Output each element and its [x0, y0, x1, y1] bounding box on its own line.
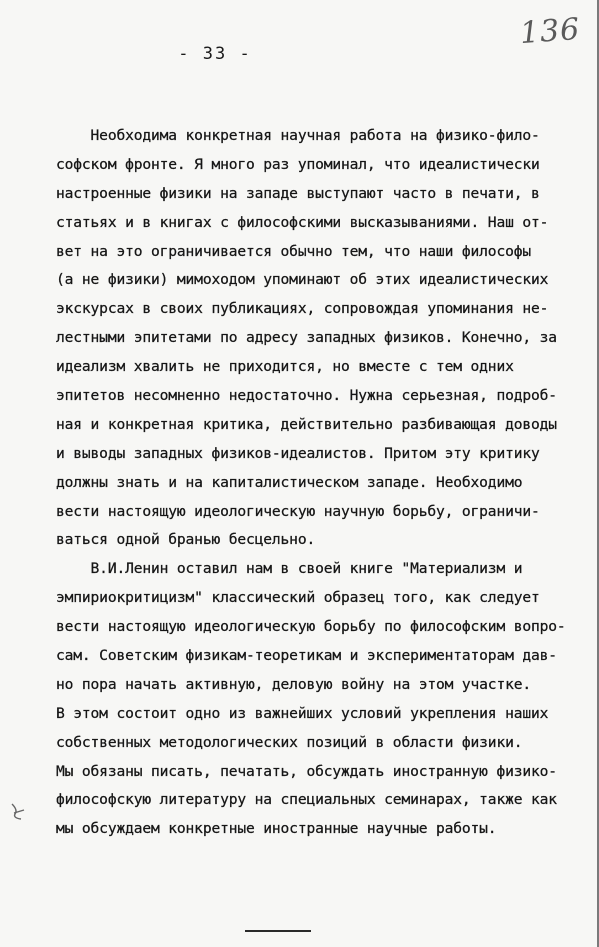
text-line: мы обсуждаем конкретные иностранные научные работы. — [56, 820, 497, 838]
text-line: вести настоящую идеологическую научную борьбу, ограничи- — [56, 502, 540, 520]
text-line: собственных методологических позиций в области физики. — [56, 733, 523, 751]
text-line: должны знать и на капиталистическом западе. Необходимо — [56, 473, 523, 491]
text-line: философскую литературу на специальных семинарах, также как — [56, 791, 557, 809]
text-line: Необходима конкретная научная работа на физико-фило- — [56, 127, 540, 144]
handwritten-folio-number: 136 — [518, 11, 582, 52]
paragraph-2 — [56, 555, 586, 844]
text-line: (а не физики) мимоходом упоминают об этих идеалистических — [56, 271, 549, 289]
text-line: софском фронте. Я много раз упоминал, что идеалистически — [56, 155, 540, 173]
margin-check-mark-icon — [9, 800, 31, 822]
page-number: - 33 - — [178, 44, 252, 64]
text-line: но пора начать активную, деловую войну на этом участке. — [56, 675, 531, 693]
text-line: В этом состоит одно из важнейших условий укрепления наших — [56, 704, 549, 722]
text-line: ная и конкретная критика, действительно разбивающая доводы — [56, 415, 557, 433]
text-line: вет на это ограничивается обычно тем, что наши философы — [56, 242, 531, 260]
text-line: ваться одной бранью бесцельно. — [56, 531, 316, 549]
text-line: вести настоящую идеологическую борьбу по философским вопро- — [56, 618, 566, 636]
text-line: лестными эпитетами по адресу западных физиков. Конечно, за — [56, 329, 557, 347]
text-line: эпитетов несомненно недостаточно. Нужна серьезная, подроб- — [56, 387, 557, 405]
paragraph-1 — [56, 122, 586, 555]
text-line: идеализм хвалить не приходится, но вместе с тем одних — [56, 358, 514, 376]
end-of-page-rule — [245, 930, 311, 932]
text-line: сам. Советским физикам-теоретикам и экспериментаторам дав- — [56, 647, 557, 665]
text-line: эмпириокритицизм" классический образец того, как следует — [56, 589, 540, 607]
text-line: настроенные физики на западе выступают часто в печати, в — [56, 184, 540, 202]
text-line: В.И.Ленин оставил нам в своей книге "Материализм и — [56, 560, 523, 578]
body-text — [56, 122, 586, 844]
text-line: экскурсах в своих публикациях, сопровождая упоминания не- — [56, 300, 549, 318]
text-line: статьях и в книгах с философскими высказываниями. Наш от- — [56, 213, 549, 231]
text-line: Мы обязаны писать, печатать, обсуждать иностранную физико- — [56, 762, 557, 780]
text-line: и выводы западных физиков-идеалистов. Притом эту критику — [56, 444, 540, 462]
